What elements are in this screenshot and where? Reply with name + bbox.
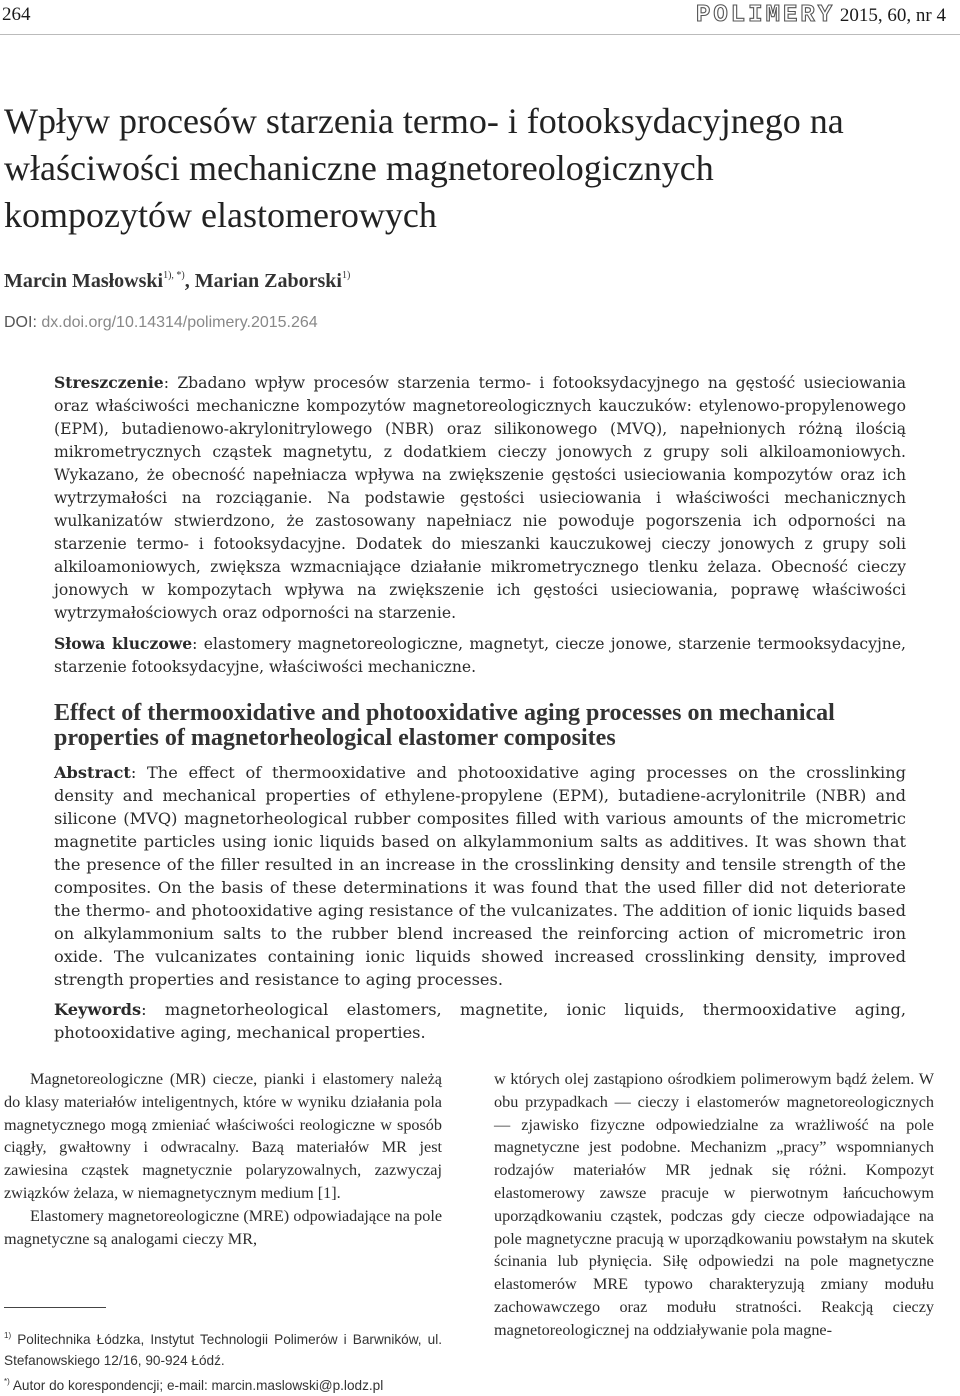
body-column-right bbox=[494, 1068, 934, 1342]
keywords-en-text: : magnetorheological elastomers, magnetite, ionic liquids, thermooxidative aging, photooxidative aging, mechanical properties. bbox=[54, 1000, 906, 1042]
author-name: Marian Zaborski bbox=[194, 270, 342, 292]
abstract-pl-text: : Zbadano wpływ procesów starzenia termo- i fotooksydacyjnego na gęstość usieciowania oraz właściwości mechaniczne kompozytów magnetoreologicznych kauczuków: etylenowo-propylenowego (EPM), butadienowo-akrylonitrylowego (NBR) oraz silikonowego (MVQ), napełnionych różną ilością mikrometrycznych cząstek magnetytu, z dodatkiem cieczy jonowych z grupy soli alkiloamoniowych. Wykazano, że obecność napełniacza wpływa na zwiększenie gęstości usieciowania kompozytów oraz ich wytrzymałości na rozciąganie. Na podstawie gęstości usieciowania i właściwości mechanicznych wulkanizatów stwierdzono, że zastosowany napełniacz nie powoduje pogorszenia ich odporności na starzenie termo- i fotooksydacyjne. Dodatek do mieszanki kauczukowej cieczy jonowych z grupy soli alkiloamoniowych, zwiększa wzmacniające działanie mikrometrycznego tlenku żelaza. Obecność cieczy jonowych w kompozytach wpływa na zwiększenie ich gęstości usieciowania, poprawę właściwości wytrzymałościowych oraz odporności na starzenie. bbox=[54, 374, 906, 622]
footnote-divider bbox=[4, 1307, 106, 1308]
keywords-en-label: Keywords bbox=[54, 1000, 142, 1019]
footnote-affiliation bbox=[4, 1325, 442, 1371]
journal-issue: 2015, 60, nr 4 bbox=[839, 5, 946, 26]
article-title: Wpływ procesów starzenia termo- i fotooksydacyjnego na właściwości mechaniczne magnetoreologicznych kompozytów elastomerowych bbox=[4, 101, 844, 235]
english-title: Effect of thermooxidative and photooxidative aging processes on mechanical properties of magnetorheological elastomer composites bbox=[54, 700, 835, 751]
footnote-text: Autor do korespondencji; e-mail: marcin.maslowski@p.lodz.pl bbox=[12, 1378, 384, 1393]
doi-label: DOI: bbox=[4, 314, 37, 331]
keywords-en bbox=[54, 998, 906, 1044]
author-separator: , bbox=[184, 270, 195, 292]
author-list bbox=[4, 270, 350, 293]
footnotes bbox=[4, 1325, 442, 1396]
affiliation-mark: 1), *) bbox=[163, 270, 185, 281]
footnote-mark: 1) bbox=[4, 1331, 12, 1340]
body-column-left bbox=[4, 1068, 442, 1250]
keywords-pl-label: Słowa kluczowe bbox=[54, 634, 193, 653]
abstract-en-label: Abstract bbox=[54, 763, 131, 782]
page-number: 264 bbox=[2, 4, 31, 25]
abstract-en-text: : The effect of thermooxidative and photooxidative aging processes on the crosslinking density and mechanical properties of ethylene-propylene (EPM), butadiene-acrylonitrile (NBR) and silicone (MVQ) magnetorheological rubber composites filled with various amounts of the micrometric magnetite particles using ionic liquids based on alkylammonium salts as additives. It was shown that the presence of the filler resulted in an increase in the crosslinking density and tensile strength of the composites. On the basis of these determinations it was found that the used filler did not deteriorate the thermo- and photooxidative aging resistance of the vulcanizates. The addition of ionic liquids based on alkylammonium salts to the rubber blend increased the reinforcing action of micrometric iron oxide. The vulcanizates containing ionic liquids showed increased crosslinking density, improved strength properties and resistance to aging processes. bbox=[54, 763, 906, 989]
header-divider bbox=[0, 34, 960, 35]
doi-link[interactable]: dx.doi.org/10.14314/polimery.2015.264 bbox=[41, 314, 318, 331]
doi-line bbox=[4, 314, 318, 332]
body-paragraph: Magnetoreologiczne (MR) ciecze, pianki i elastomery należą do klasy materiałów inteligentnych, które w wyniku działania pola magnetycznego mogą zmieniać właściwości reologiczne w sposób ciągły, gwałtowny i odwracalny. Bazą materiałów MR jest zawiesina cząstek magnetycznie polaryzowalnych, zazwyczaj związków żelaza, w niemagnetycznym medium [1]. bbox=[4, 1070, 442, 1202]
abstract-pl bbox=[54, 371, 906, 625]
abstract-pl-label: Streszczenie bbox=[54, 373, 164, 392]
body-paragraph: Elastomery magnetoreologiczne (MRE) odpowiadające na pole magnetyczne są analogami cieczy MR, bbox=[4, 1206, 442, 1248]
footnote-text: Politechnika Łódzka, Instytut Technologii Polimerów i Barwników, ul. Stefanowskiego 12/16, 90-924 Łódź. bbox=[4, 1332, 442, 1368]
body-paragraph: w których olej zastąpiono ośrodkiem polimerowym bądź żelem. W obu przypadkach — cieczy i elastomerów magnetoreologicznych — zjawisko fizyczne odpowiedzialne za wrażliwość na pole magnetyczne jest podobne. Mechanizm „pracy” wspomnianych rodzajów materiałów MR jednak się różni. Kompozyt elastomerowy zawsze pracuje w pierwotnym łańcuchowym uporządkowaniu cząstek, podczas gdy ciecze odpowiadające na pole magnetyczne pracują w uporządkowaniu powstałym na skutek ścinania lub płynięcia. Siłę odpowiedzi na pole magnetyczne elastomerów MRE typowo charakteryzują zmiany modułu zachowawczego oraz modułu stratności. Reakcją cieczy magnetoreologicznej na oddziaływanie pola magne- bbox=[494, 1070, 934, 1339]
footnote-correspondence bbox=[4, 1371, 442, 1396]
journal-name: POLIMERY bbox=[695, 2, 836, 29]
author-name: Marcin Masłowski bbox=[4, 270, 164, 292]
footnote-mark: *) bbox=[4, 1377, 10, 1386]
keywords-pl bbox=[54, 632, 906, 679]
keywords-pl-text: : elastomery magnetoreologiczne, magnetyt, ciecze jonowe, starzenie termooksydacyjne, starzenie fotooksydacyjne, właściwości mechaniczne. bbox=[54, 635, 907, 676]
journal-header bbox=[696, 2, 946, 29]
affiliation-mark: 1) bbox=[342, 270, 351, 281]
abstract-en bbox=[54, 761, 906, 991]
